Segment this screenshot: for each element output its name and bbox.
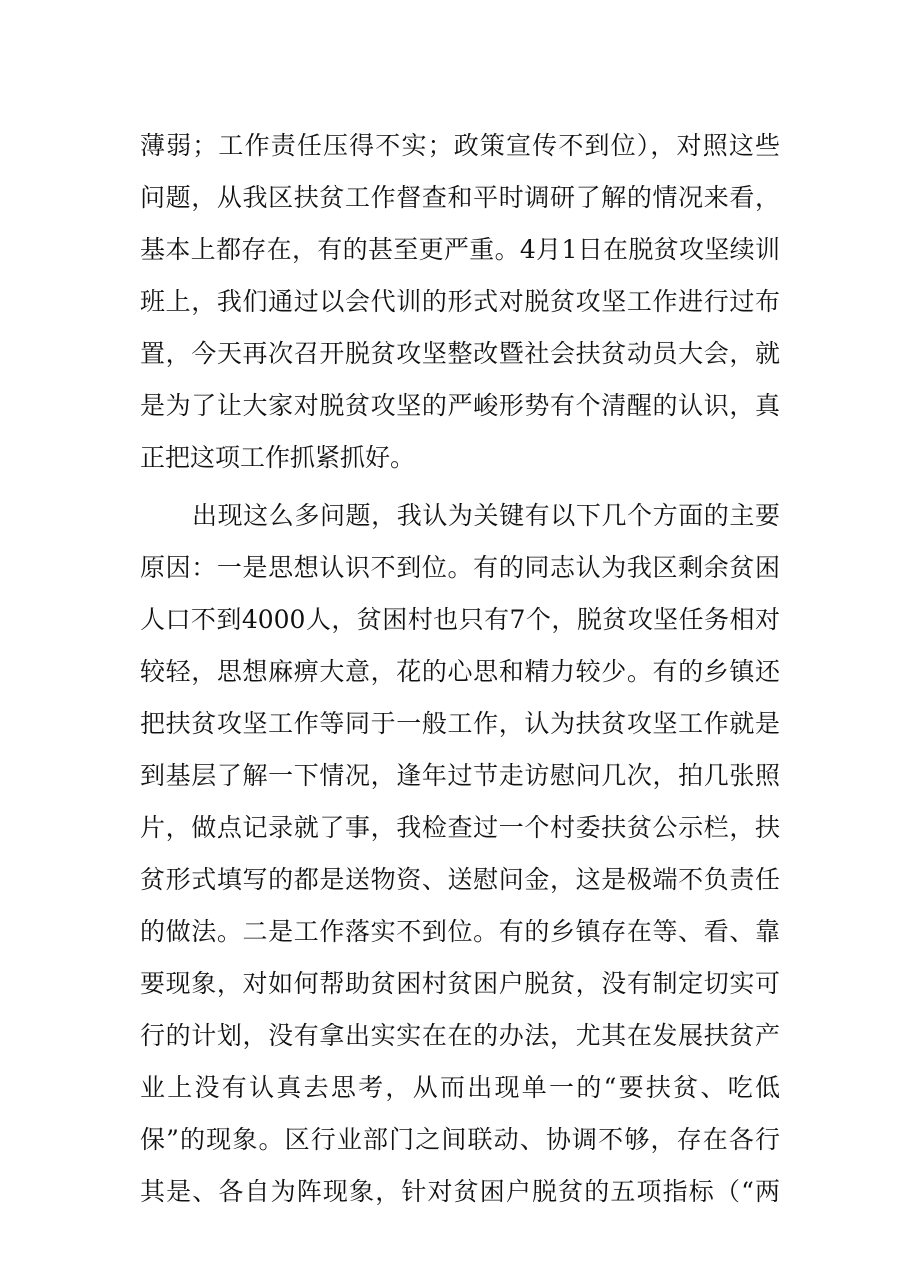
body-text	[140, 120, 780, 1218]
text-line: 正把这项工作抓紧抓好。	[140, 443, 416, 472]
text-line: 出现这么多问题，我认为关键有以下几个方面的主要	[192, 501, 780, 530]
text-line: 把扶贫攻坚工作等同于一般工作，认为扶贫攻坚工作就是	[140, 709, 780, 738]
text-line: 的做法。二是工作落实不到位。有的乡镇存在等、看、靠	[140, 917, 780, 946]
text-line: 基本上都存在，有的甚至更严重。4月1日在脱贫攻坚续训	[140, 235, 780, 264]
text-line: 原因：一是思想认识不到位。有的同志认为我区剩余贫困	[140, 553, 780, 582]
text-line: 问题，从我区扶贫工作督查和平时调研了解的情况来看，	[140, 183, 780, 212]
text-line: 业上没有认真去思考，从而出现单一的“要扶贫、吃低	[140, 1073, 780, 1102]
text-line: 贫形式填写的都是送物资、送慰问金，这是极端不负责任	[140, 865, 780, 894]
text-line: 较轻，思想麻痹大意，花的心思和精力较少。有的乡镇还	[140, 657, 780, 686]
text-line: 要现象，对如何帮助贫困村贫困户脱贫，没有制定切实可	[140, 969, 780, 998]
text-line: 行的计划，没有拿出实实在在的办法，尤其在发展扶贫产	[140, 1021, 780, 1050]
text-line: 其是、各自为阵现象，针对贫困户脱贫的五项指标（“两	[140, 1177, 780, 1206]
text-line: 薄弱；工作责任压得不实；政策宣传不到位），对照这些	[140, 131, 780, 160]
text-line: 置，今天再次召开脱贫攻坚整改暨社会扶贫动员大会，就	[140, 339, 780, 368]
text-line: 人口不到4000人，贫困村也只有7个，脱贫攻坚任务相对	[140, 605, 780, 634]
text-line: 是为了让大家对脱贫攻坚的严峻形势有个清醒的认识，真	[140, 391, 780, 420]
text-line: 到基层了解一下情况，逢年过节走访慰问几次，拍几张照	[140, 761, 780, 790]
text-line: 班上，我们通过以会代训的形式对脱贫攻坚工作进行过布	[140, 287, 780, 316]
text-line: 保”的现象。区行业部门之间联动、协调不够，存在各行	[140, 1125, 780, 1154]
text-line: 片，做点记录就了事，我检查过一个村委扶贫公示栏，扶	[140, 813, 780, 842]
paragraph-1	[140, 120, 780, 484]
paragraph-2	[140, 490, 780, 1218]
